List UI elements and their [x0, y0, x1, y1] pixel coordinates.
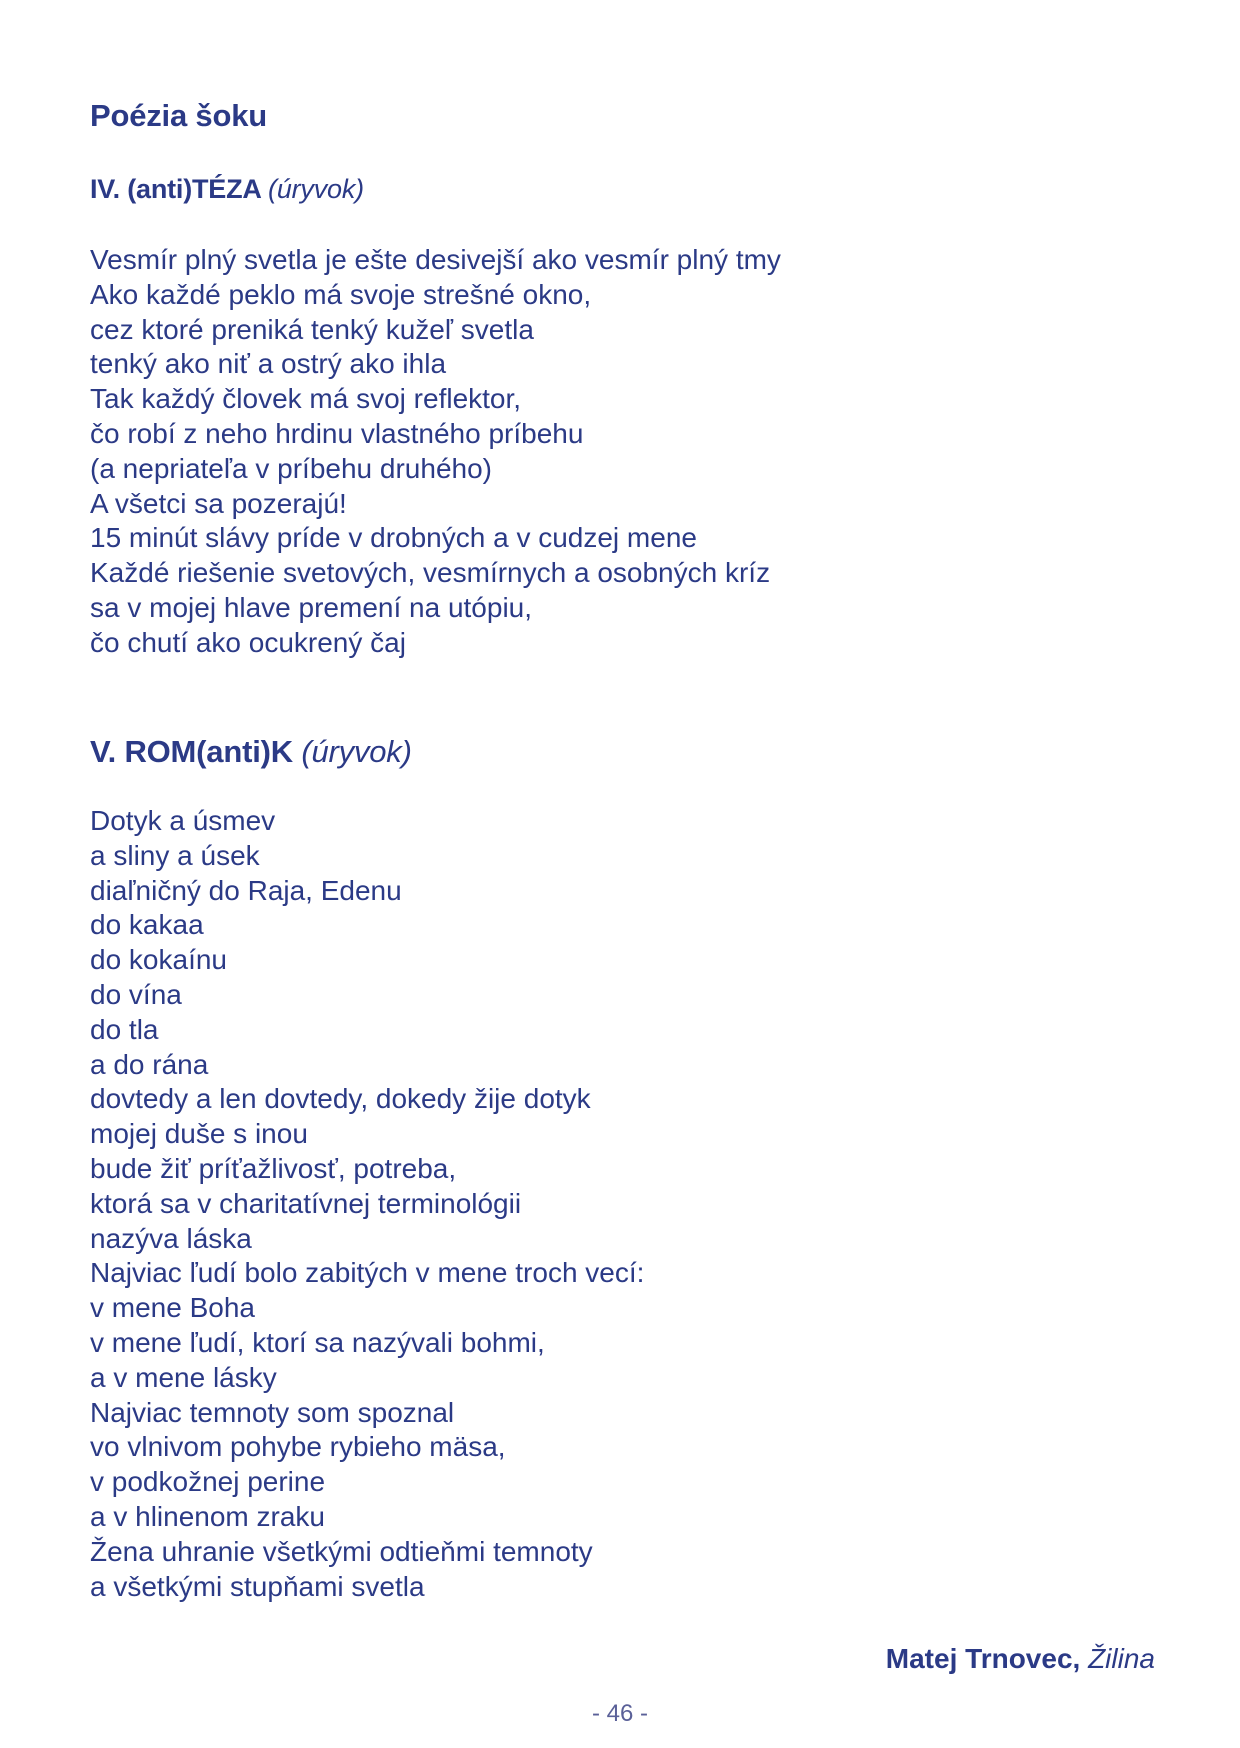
poem-romantik	[90, 804, 644, 1604]
poem-line: ktorá sa v charitatívnej terminológii	[90, 1187, 522, 1219]
poem-line: v mene ľudí, ktorí sa nazývali bohmi,	[90, 1326, 545, 1358]
poem-line: (a nepriateľa v príbehu druhého)	[90, 452, 492, 484]
poem-line: Najviac ľudí bolo zabitých v mene troch vecí:	[90, 1257, 645, 1289]
poem-line: diaľničný do Raja, Edenu	[90, 874, 402, 906]
poem-line: čo chutí ako ocukrený čaj	[90, 626, 406, 658]
section-heading-romantik	[90, 734, 412, 770]
poem-line: vo vlnivom pohybe rybieho mäsa,	[90, 1431, 506, 1463]
poem-line: Najviac temnoty som spoznal	[90, 1396, 455, 1428]
poem-line: sa v mojej hlave premení na utópiu,	[90, 591, 533, 623]
poem-line: Každé riešenie svetových, vesmírnych a osobných kríz	[90, 557, 771, 589]
poem-line: nazýva láska	[90, 1222, 252, 1254]
section-heading-text: V. ROM(anti)K	[90, 734, 293, 769]
page-title: Poézia šoku	[90, 98, 267, 133]
poem-line: tenký ako niť a ostrý ako ihla	[90, 348, 447, 380]
signature-place: Žilina	[1088, 1643, 1155, 1674]
poem-line: bude žiť príťažlivosť, potreba,	[90, 1152, 457, 1184]
page-number: - 46 -	[591, 1700, 648, 1727]
poem-line: A všetci sa pozerajú!	[90, 487, 347, 519]
poem-line: a sliny a úsek	[90, 839, 260, 871]
poem-line: Vesmír plný svetla je ešte desivejší ako vesmír plný tmy	[90, 244, 781, 275]
section-heading-antiteza	[90, 174, 364, 205]
poem-line: do kokaínu	[90, 944, 227, 976]
poem-line: v mene Boha	[90, 1292, 255, 1324]
poem-line: v podkožnej perine	[90, 1466, 326, 1498]
poem-line: a v hlinenom zraku	[90, 1500, 326, 1532]
poem-line: Žena uhranie všetkými odtieňmi temnoty	[90, 1535, 593, 1567]
poem-line: Tak každý človek má svoj reflektor,	[90, 383, 522, 415]
poem-line: a do rána	[90, 1048, 209, 1080]
poem-line: do tla	[90, 1013, 159, 1045]
section-subtitle: (úryvok)	[301, 734, 412, 769]
poem-line: a v mene lásky	[90, 1361, 277, 1393]
poem-line: 15 minút slávy príde v drobných a v cudzej mene	[90, 522, 697, 554]
poem-line: a všetkými stupňami svetla	[90, 1570, 425, 1602]
poem-line: Dotyk a úsmev	[90, 805, 276, 836]
poem-line: cez ktoré preniká tenký kužeľ svetla	[90, 313, 534, 345]
section-heading-text: IV. (anti)TÉZA	[90, 174, 261, 204]
section-subtitle: (úryvok)	[268, 174, 364, 204]
poem-line: čo robí z neho hrdinu vlastného príbehu	[90, 417, 584, 449]
poem-line: Ako každé peklo má svoje strešné okno,	[90, 278, 592, 310]
poem-line: do vína	[90, 978, 182, 1010]
signature	[886, 1643, 1155, 1675]
poem-line: do kakaa	[90, 909, 204, 941]
signature-author: Matej Trnovec,	[885, 1643, 1081, 1674]
poem-line: dovtedy a len dovtedy, dokedy žije dotyk	[90, 1083, 591, 1115]
poem-antiteza	[90, 243, 781, 661]
poem-line: mojej duše s inou	[90, 1118, 308, 1150]
